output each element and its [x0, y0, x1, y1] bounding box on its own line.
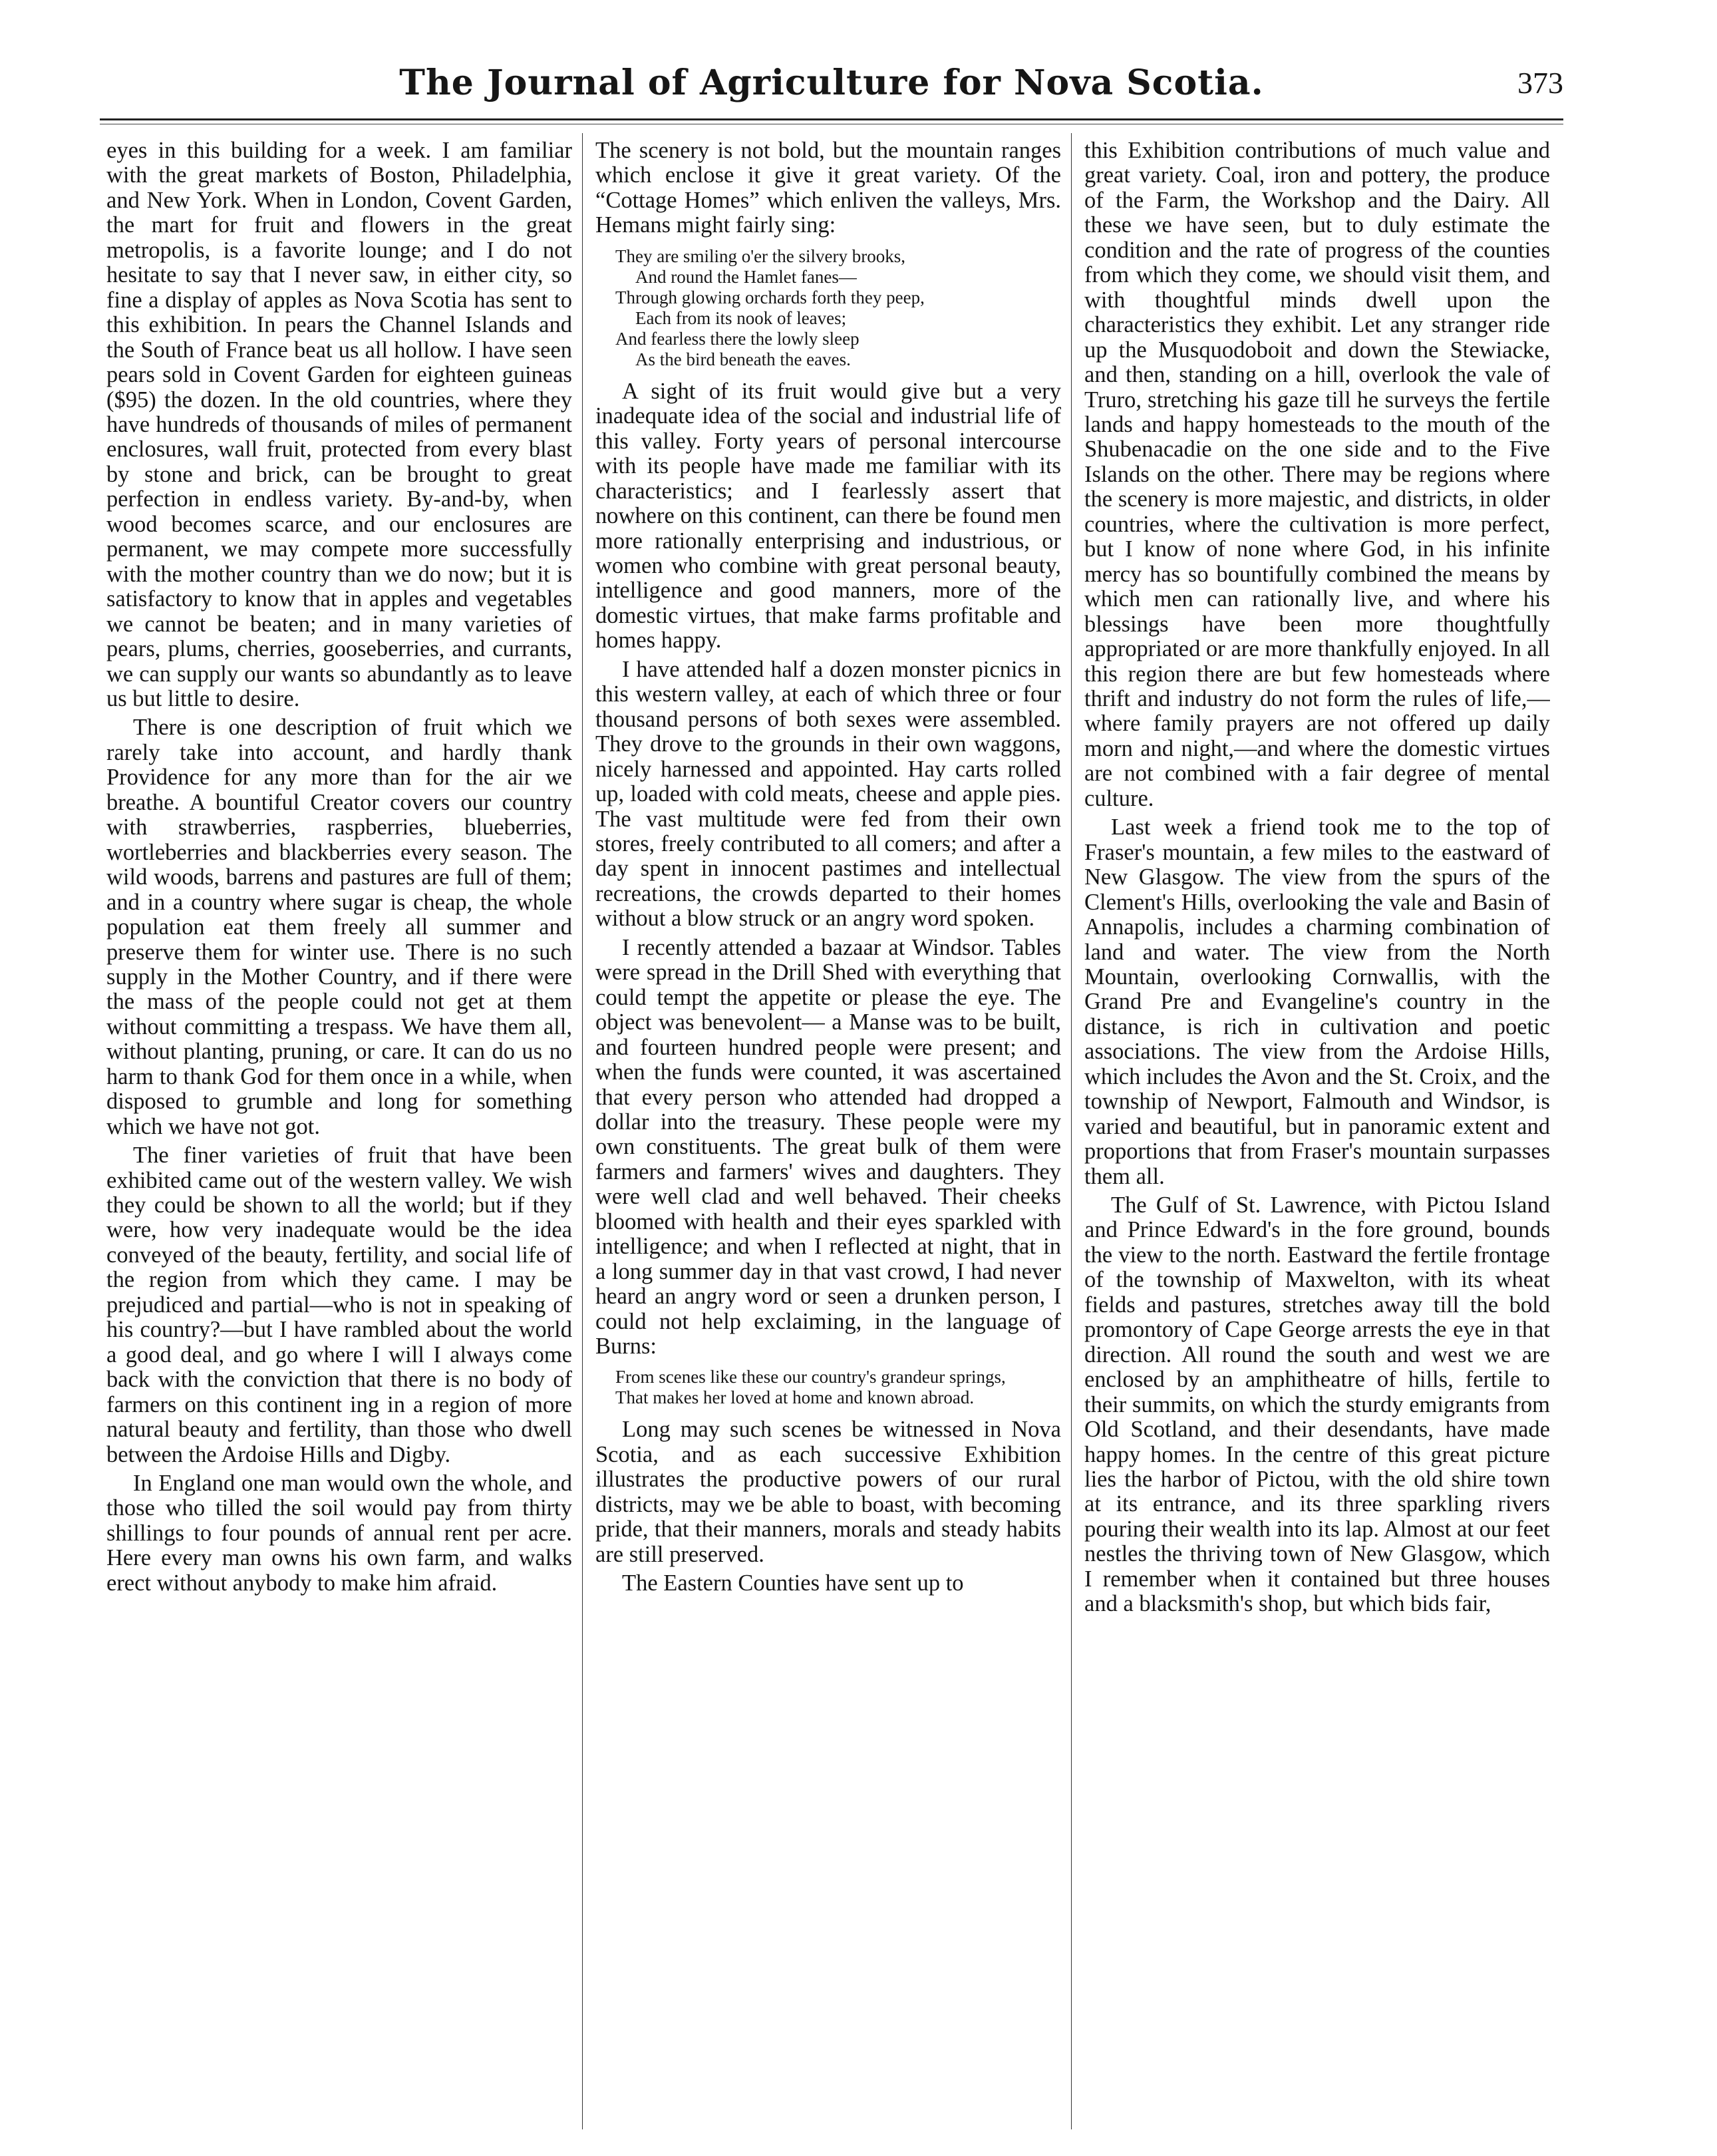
column-divider-right	[1071, 133, 1072, 2129]
verse-line: As the bird beneath the eaves.	[635, 349, 851, 369]
verse-line: Each from its nook of leaves;	[635, 307, 847, 328]
verse-line: From scenes like these our country's grandeur springs,	[615, 1367, 1006, 1387]
paragraph: eyes in this building for a week. I am familiar with the great markets of Boston, Philadelphia, and New York. When in London, Covent Garden, the mart for fruit and flowers in the great metropolis, is a favorite lounge; and I do not hesitate to say that I never saw, in either city, so fine a display of apples as Nova Scotia has sent to this exhibition. In pears the Channel Islands and the South of France beat us all hollow. I have seen pears sold in Covent Garden for eighteen guineas ($95) the dozen. In the old countries, where they have hundreds of thousands of miles of permanent enclosures, wall fruit, protected from every blast by stone and brick, can be brought to great perfection in endless variety. By-and-by, when wood becomes scarce, and our enclosures are permanent, we may compete more successfully with the mother country than we do now; but it is satisfactory to know that in apples and vegetables we cannot be beaten; and in many varieties of pears, plums, cherries, gooseberries, and currants, we can supply our wants so abundantly as to leave us but little to desire.	[106, 138, 572, 711]
paragraph: A sight of its fruit would give but a very inadequate idea of the social and industrial life of this valley. Forty years of personal intercourse with its people have made me familiar with its characteristics; and I fearlessly assert that nowhere on this continent, can there be found men more rationally enterprising and industrious, or women who combine with great personal beauty, intelligence and good manners, more of the domestic virtues, that make farms profitable and homes happy.	[595, 378, 1061, 653]
verse-line: And fearless there the lowly sleep	[615, 328, 859, 349]
journal-title: The Journal of Agriculture for Nova Scotia.	[399, 63, 1264, 103]
header-rule	[100, 118, 1563, 120]
verse-quote	[615, 1367, 1061, 1408]
text-column-1	[106, 138, 572, 2141]
paragraph: Last week a friend took me to the top of Fraser's mountain, a few miles to the eastward of New Glasgow. The view from the spurs of the Clement's Hills, overlooking the vale and Basin of Annapolis, includes a charming combination of land and water. The view from the North Mountain, overlooking Cornwallis, with the Grand Pre and Evangeline's country in the distance, is rich in cultivation and poetic associations. The view from the Ardoise Hills, which includes the Avon and the St. Croix, and the township of Newport, Falmouth and Windsor, is varied and beautiful, but in panoramic extent and proportions that from Fraser's mountain surpasses them all.	[1084, 814, 1550, 1189]
verse-line: That makes her loved at home and known abroad.	[615, 1387, 975, 1408]
paragraph: The scenery is not bold, but the mountain ranges which enclose it give it great variety. Of the “Cottage Homes” which enliven the valleys, Mrs. Hemans might fairly sing:	[595, 138, 1061, 238]
verse-line: They are smiling o'er the silvery brooks,	[615, 246, 906, 266]
running-header	[100, 56, 1563, 116]
text-column-2	[595, 138, 1061, 2141]
paragraph: I recently attended a bazaar at Windsor. Tables were spread in the Drill Shed with everything that could tempt the appetite or please the eye. The object was benevolent— a Manse was to be built, and fourteen hundred people were present; and when the funds were counted, it was ascertained that every person who attended had dropped a dollar into the treasury. These people were my own constituents. The great bulk of them were farmers and farmers' wives and daughters. They were well clad and well behaved. Their cheeks bloomed with health and their eyes sparkled with intelligence; and when I reflected at night, that in a long summer day in that vast crowd, I had never heard an angry word or seen a drunken person, I could not help exclaiming, in the language of Burns:	[595, 934, 1061, 1359]
verse-line: And round the Hamlet fanes—	[635, 266, 857, 287]
paragraph: The Eastern Counties have sent up to	[622, 1570, 964, 1596]
column-divider-left	[582, 133, 583, 2129]
text-column-3	[1084, 138, 1550, 2141]
verse-line: Through glowing orchards forth they peep,	[615, 287, 925, 307]
verse-quote	[615, 246, 1061, 370]
paragraph: The finer varieties of fruit that have been exhibited came out of the western valley. We wish they could be shown to all the world; but if they were, how very inadequate would be the idea conveyed of the beauty, fertility, and social life of the region from which they came. I may be prejudiced and partial—who is not in speaking of his country?—but I have rambled about the world a good deal, and go where I will I always come back with the conviction that there is no body of farmers on this continent ing in a region of more natural beauty and fertility, than those who dwell between the Ardoise Hills and Digby.	[106, 1143, 572, 1467]
paragraph: I have attended half a dozen monster picnics in this western valley, at each of which three or four thousand persons of both sexes were assembled. They drove to the grounds in their own waggons, nicely harnessed and appointed. Hay carts rolled up, loaded with cold meats, cheese and apple pies. The vast multitude were fed from their own stores, freely contributed to all comers; and after a day spent in innocent pastimes and intellectual recreations, the crowds departed to their homes without a blow struck or an angry word spoken.	[595, 656, 1061, 932]
paragraph: In England one man would own the whole, and those who tilled the soil would pay from thirty shillings to four pounds of annual rent per acre. Here every man owns his own farm, and walks erect without anybody to make him afraid.	[106, 1471, 572, 1596]
paragraph: The Gulf of St. Lawrence, with Pictou Island and Prince Edward's in the fore ground, bounds the view to the north. Eastward the fertile frontage of the township of Maxwelton, with its wheat fields and pastures, stretches away till the bold promontory of Cape George arrests the eye in that direction. All round the south and west we are enclosed by an amphitheatre of hills, fertile to their summits, on which the sturdy emigrants from Old Scotland, and their desendants, have made happy homes. In the centre of this great picture lies the harbor of Pictou, with the old shire town at its entrance, and its three sparkling rivers pouring their wealth into its lap. Almost at our feet nestles the thriving town of New Glasgow, which I remember when it contained but three houses and a blacksmith's shop, but which bids fair,	[1084, 1192, 1550, 1617]
paragraph: this Exhibition contributions of much value and great variety. Coal, iron and pottery, the produce of the Farm, the Workshop and the Dairy. All these we have seen, but to duly estimate the condition and the rate of progress of the counties from which they come, we should visit them, and with thoughtful minds dwell upon the characteristics they exhibit. Let any stranger ride up the Musquodoboit and down the Stewiacke, and then, standing on a hill, overlook the vale of Truro, stretching his gaze till he surveys the fertile lands and happy homesteads to the mouth of the Shubenacadie on the one side and to the Five Islands on the other. There may be regions where the scenery is more majestic, and districts, in older countries, where the cultivation is more perfect, but I know of none where God, in his infinite mercy has so bountifully combined the means by which men can rationally live, and where his blessings have been more thoughtfully appropriated or are more thankfully enjoyed. In all this region there are but few homesteads where thrift and industry do not form the rules of life,—where family prayers are not offered up daily morn and night,—and where the domestic virtues are not combined with a fair degree of mental culture.	[1084, 138, 1550, 811]
paragraph: Long may such scenes be witnessed in Nova Scotia, and as each successive Exhibition illustrates the productive powers of our rural districts, may we be able to boast, with becoming pride, that their manners, morals and steady habits are still preserved.	[595, 1417, 1061, 1567]
page-number: 373	[1517, 66, 1563, 100]
paragraph: There is one description of fruit which we rarely take into account, and hardly thank Providence for any more than for the air we breathe. A bountiful Creator covers our country with strawberries, raspberries, blueberries, wortleberries and blackberries every season. The wild woods, barrens and pastures are full of them; and in a country where sugar is cheap, the whole population eat them freely all summer and preserve them for winter use. There is no such supply in the Mother Country, and if there were the mass of the people could not get at them without committing a trespass. We have them all, without planting, pruning, or care. It can do us no harm to thank God for them once in a while, when disposed to grumble and long for something which we have not got.	[106, 715, 572, 1139]
